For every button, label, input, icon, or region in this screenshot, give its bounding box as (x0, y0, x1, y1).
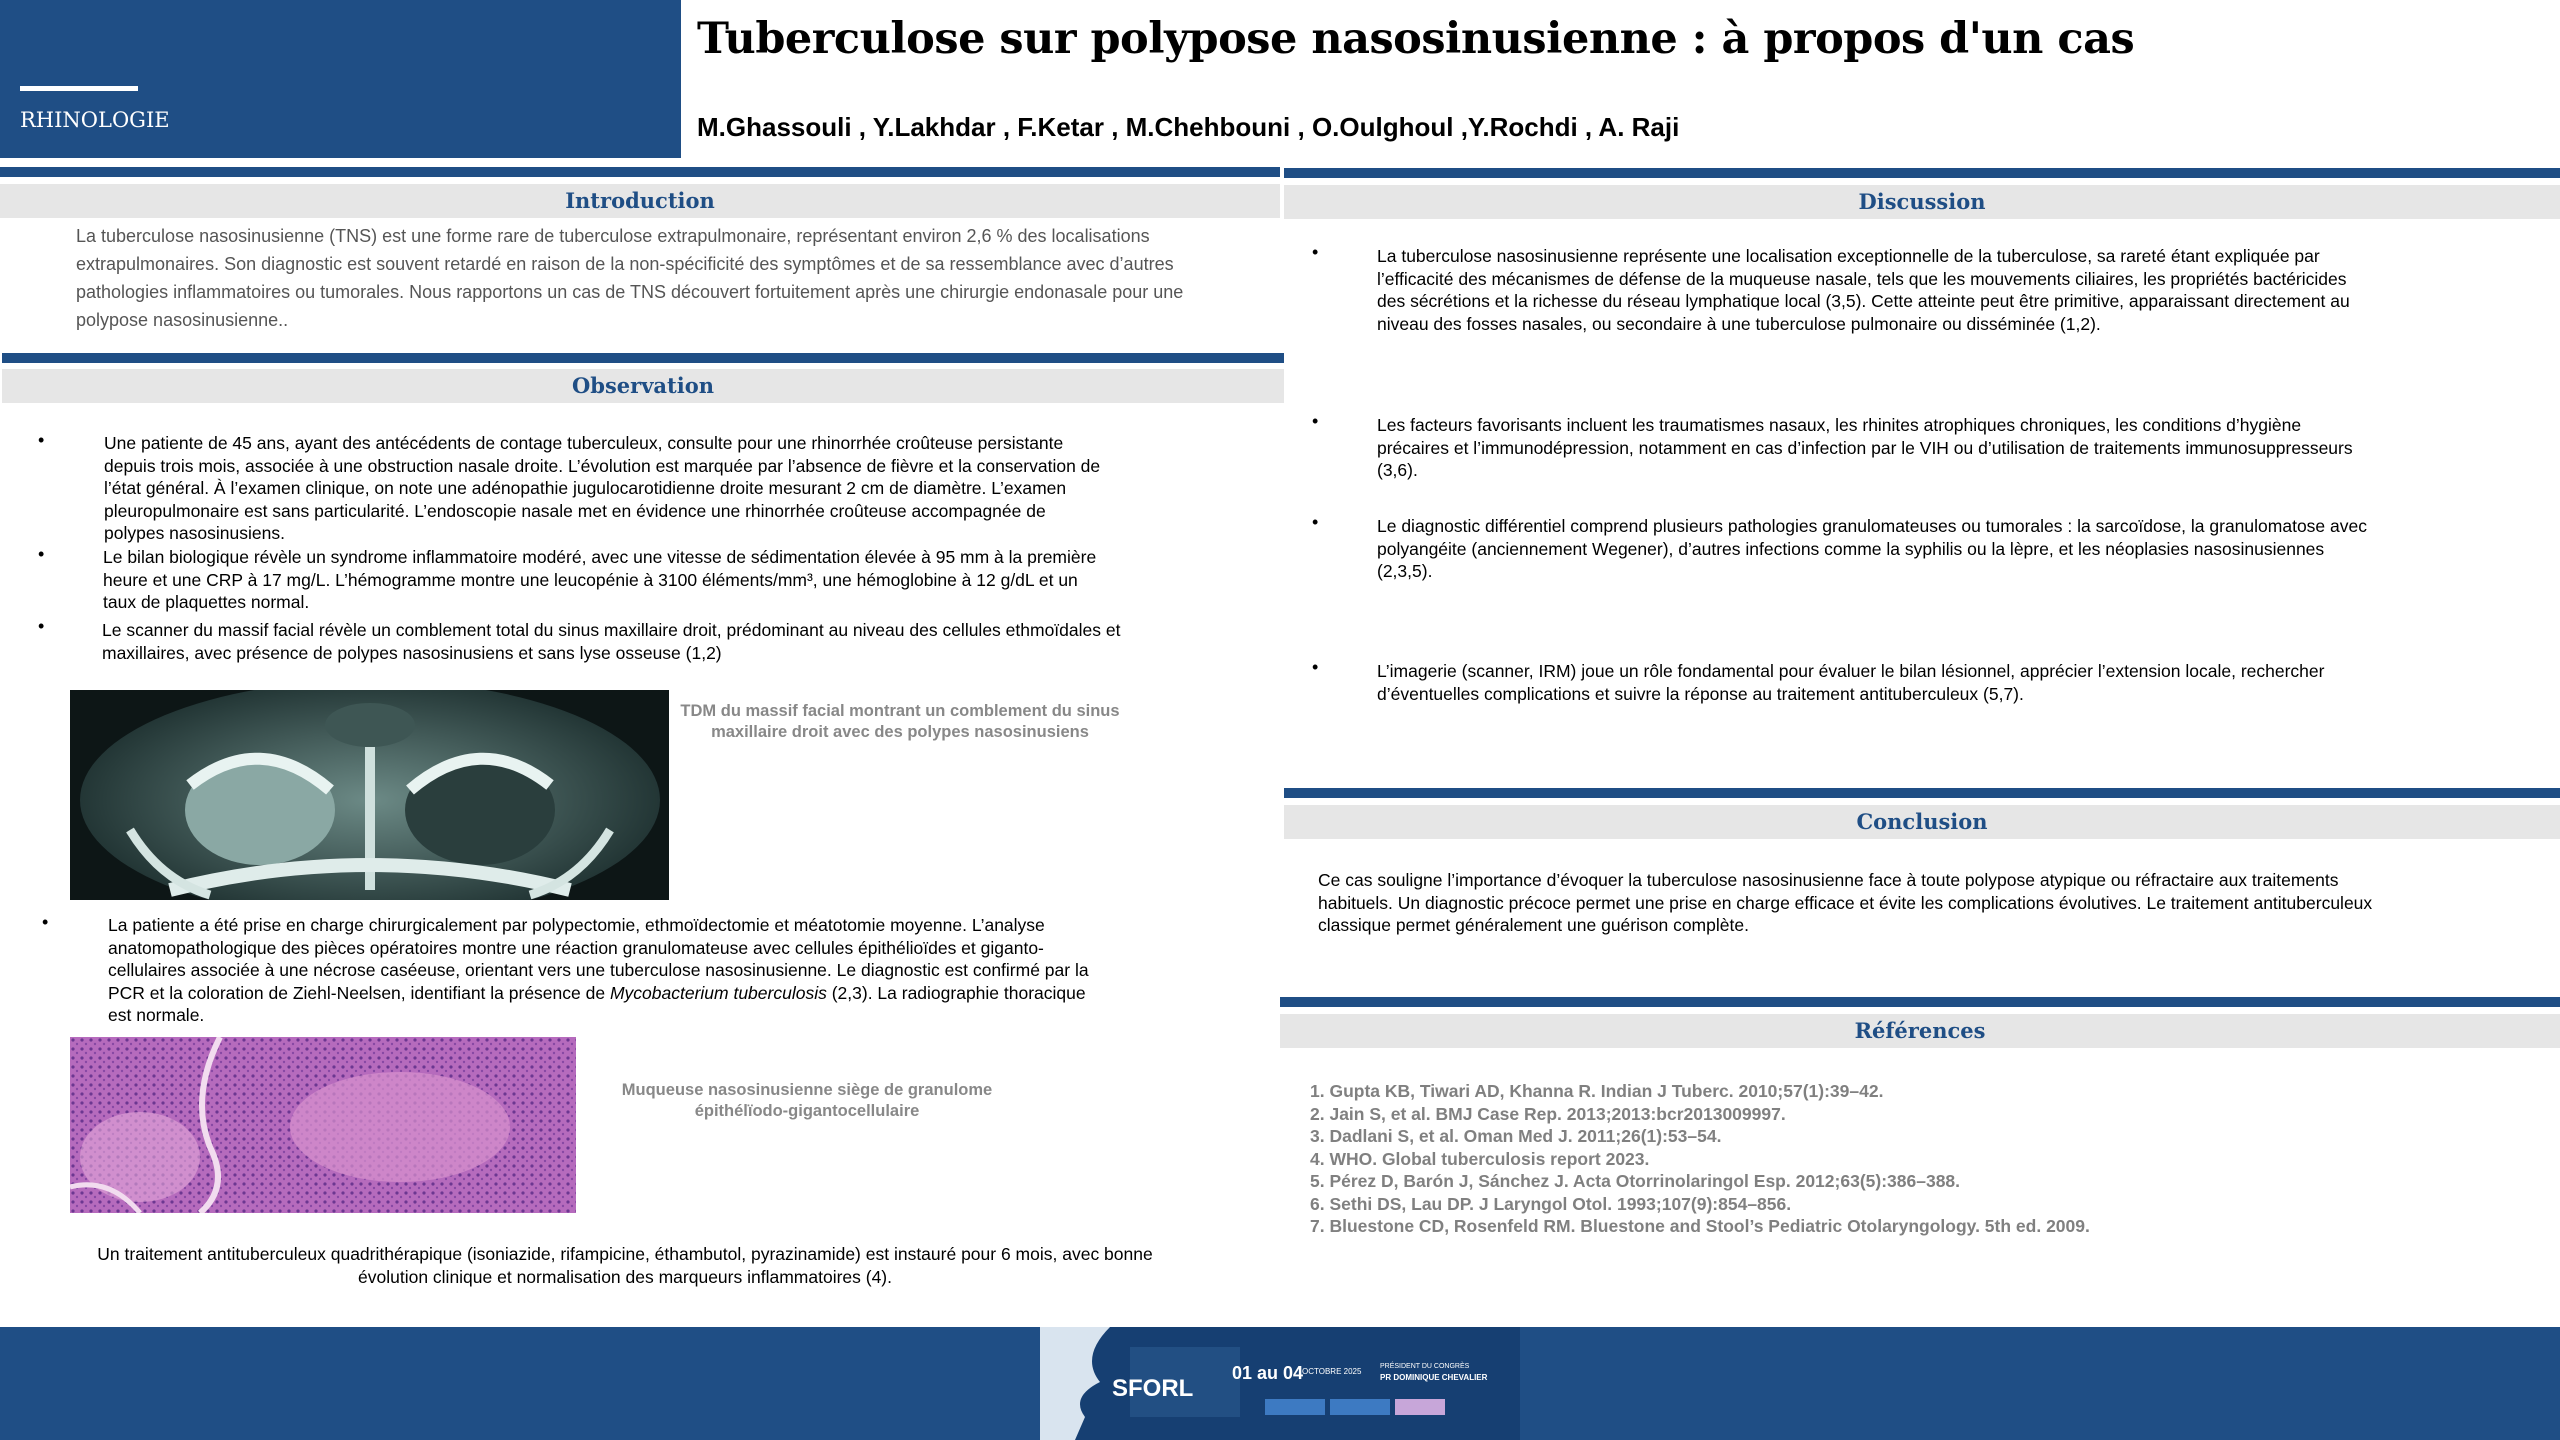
observation-heading: Observation (2, 369, 1284, 403)
sponsor-logo (1265, 1399, 1325, 1415)
bullet-dot: • (38, 544, 45, 564)
header-banner (0, 0, 681, 158)
bullet-dot: • (38, 616, 45, 636)
discussion-bar (1284, 168, 2560, 178)
authors: M.Ghassouli , Y.Lakhdar , F.Ketar , M.Chehbouni , O.Oulghoul ,Y.Rochdi , A. Raji (697, 112, 1680, 142)
discussion-b2: Les facteurs favorisants incluent les traumatismes nasaux, les rhinites atrophiques chroniques, les conditions d’hygiène précaires et l’immunodépression, notamment en cas d’infection par le VIH ou d’utilisation de traitements immunosuppresseurs (3,6). (1377, 415, 2353, 480)
discussion-heading: Discussion (1284, 185, 2560, 219)
reference-item: 2. Jain S, et al. BMJ Case Rep. 2013;2013:bcr2013009997. (1310, 1103, 1786, 1124)
sponsor-logo (1330, 1399, 1390, 1415)
histology-image (70, 1037, 576, 1213)
congress-dates: 01 au 04 (1232, 1363, 1304, 1383)
bullet-dot: • (1312, 242, 1319, 262)
discussion-b3: Le diagnostic différentiel comprend plusieurs pathologies granulomateuses ou tumorales : la sarcoïdose, la granulomatose avec polyangéite (anciennement Wegener), d’autres infections comme la syphilis ou la lèpre, et les néoplasies nasosinusiennes (2,3,5). (1377, 516, 2367, 581)
sforl-logo: SFORL (1112, 1375, 1194, 1402)
ct-scan-image (70, 690, 669, 900)
ct-caption: TDM du massif facial montrant un comblement du sinus maxillaire droit avec des polypes nasosinusiens (680, 702, 1120, 741)
observation-p4: La patiente a été prise en charge chirurgicalement par polypectomie, ethmoïdectomie et méatotomie moyenne. L’analyse anatomopathologique des pièces opératoires montre une réaction granulomateuse avec cellules épithélioïdes et giganto- cellulaires associée à une nécrose caséeuse, orientant vers une tuberculose nasosinusienne. Le diagnostic est confirmé par la PCR et la coloration de Ziehl-Neelsen, identifiant la présence de Mycobacterium tuberculosis (2,3). La radiographie thoracique est normale. (108, 915, 1089, 1025)
reference-item: 1. Gupta KB, Tiwari AD, Khanna R. Indian J Tuberc. 2010;57(1):39–42. (1310, 1081, 1884, 1101)
bullet-dot: • (1312, 512, 1319, 532)
intro-bar (0, 167, 1280, 177)
bullet-dot: • (1312, 657, 1319, 677)
observation-treatment: Un traitement antituberculeux quadrithérapique (isoniazide, rifampicine, éthambutol, pyrazinamide) est instauré pour 6 mois, avec bonne évolution clinique et normalisation des marqueurs inflammatoires (4). (97, 1244, 1153, 1287)
reference-item: 7. Bluestone CD, Rosenfeld RM. Bluestone and Stool’s Pediatric Otolaryngology. 5th ed. 2009. (1310, 1216, 2090, 1236)
conclusion-text: Ce cas souligne l’importance d’évoquer la tuberculose nasosinusienne face à toute polypose atypique ou réfractaire aux traitements habituels. Un diagnostic précoce permet une prise en charge efficace et évite les complications évolutives. Le traitement antituberculeux classique permet généralement une guérison complète. (1318, 870, 2373, 935)
president-name: PR DOMINIQUE CHEVALIER (1380, 1373, 1488, 1382)
sponsor-logo (1395, 1399, 1445, 1415)
reference-item: 3. Dadlani S, et al. Oman Med J. 2011;26(1):53–54. (1310, 1126, 1722, 1146)
reference-item: 4. WHO. Global tuberculosis report 2023. (1310, 1148, 1650, 1169)
bullet-dot: • (42, 912, 49, 932)
histology-caption: Muqueuse nasosinusienne siège de granulome épithélïodo-gigantocellulaire (621, 1081, 993, 1120)
category-label: RHINOLOGIE (20, 108, 170, 132)
observation-p1: Une patiente de 45 ans, ayant des antécédents de contage tuberculeux, consulte pour une rhinorrhée croûteuse persistante depuis trois mois, associée à une obstruction nasale droite. L’évolution est marquée par l’absence de fièvre et la conservation de l’état général. À l’examen clinique, on note une adénopathie jugulocarotidienne droite mesurant 2 cm de diamètre. L’examen pleuropulmonaire est sans particularité. L’endoscopie nasale met en évidence une rhinorrhée croûteuse accompagnée de polypes nasosinusiens. (104, 433, 1101, 543)
president-label: PRÉSIDENT DU CONGRÈS (1380, 1363, 1470, 1370)
congress-month: OCTOBRE 2025 (1302, 1367, 1362, 1376)
intro-text: La tuberculose nasosinusienne (TNS) est une forme rare de tuberculose extrapulmonaire, représentant environ 2,6 % des localisations extrapulmonaires. Son diagnostic est souvent retardé en raison de la non-spécificité des symptômes et de sa ressemblance avec d’autres pathologies inflammatoires ou tumorales. Nous rapportons un cas de TNS découvert fortuitement après une chirurgie endonasale pour une polypose nasosinusienne.. (76, 226, 1184, 330)
references-list (1310, 1080, 2550, 1238)
observation-p2: Le bilan biologique révèle un syndrome inflammatoire modéré, avec une vitesse de sédimentation élevée à 95 mm à la première heure et une CRP à 17 mg/L. L’hémogramme montre une leucopénie à 3100 éléments/mm³, une hémoglobine à 12 g/dL et un taux de plaquettes normal. (103, 547, 1097, 612)
header-rule (20, 86, 138, 91)
bullet-dot: • (38, 430, 45, 450)
congress-banner (1040, 1327, 1520, 1440)
references-heading: Références (1280, 1014, 2560, 1048)
conclusion-bar (1284, 788, 2560, 798)
observation-bar (2, 353, 1284, 363)
reference-item: 5. Pérez D, Barón J, Sánchez J. Acta Otorrinolaringol Esp. 2012;63(5):386–388. (1310, 1171, 1961, 1191)
discussion-b1: La tuberculose nasosinusienne représente une localisation exceptionnelle de la tuberculose, sa rareté étant expliquée par l’efficacité des mécanismes de défense de la muqueuse nasale, tels que les mouvements ciliaires, les propriétés bactéricides des sécrétions et la richesse du réseau lymphatique local (3,5). Cette atteinte peut être primitive, apparaissant directement au niveau des fosses nasales, ou secondaire à une tuberculose pulmonaire ou disséminée (1,2). (1377, 246, 2350, 334)
bullet-dot: • (1312, 411, 1319, 431)
reference-item: 6. Sethi DS, Lau DP. J Laryngol Otol. 1993;107(9):854–856. (1310, 1193, 1792, 1214)
observation-p3: Le scanner du massif facial révèle un comblement total du sinus maxillaire droit, prédominant au niveau des cellules ethmoïdales et maxillaires, avec présence de polypes nasosinusiens et sans lyse osseuse (1,2) (102, 620, 1121, 663)
references-bar (1280, 997, 2560, 1007)
conclusion-heading: Conclusion (1284, 805, 2560, 839)
poster-title: Tuberculose sur polypose nasosinusienne : à propos d'un cas (697, 14, 2135, 64)
intro-heading: Introduction (0, 184, 1280, 218)
discussion-b4: L’imagerie (scanner, IRM) joue un rôle fondamental pour évaluer le bilan lésionnel, apprécier l’extension locale, rechercher d’éventuelles complications et suivre la réponse au traitement antituberculeux (5,7). (1377, 661, 2325, 704)
